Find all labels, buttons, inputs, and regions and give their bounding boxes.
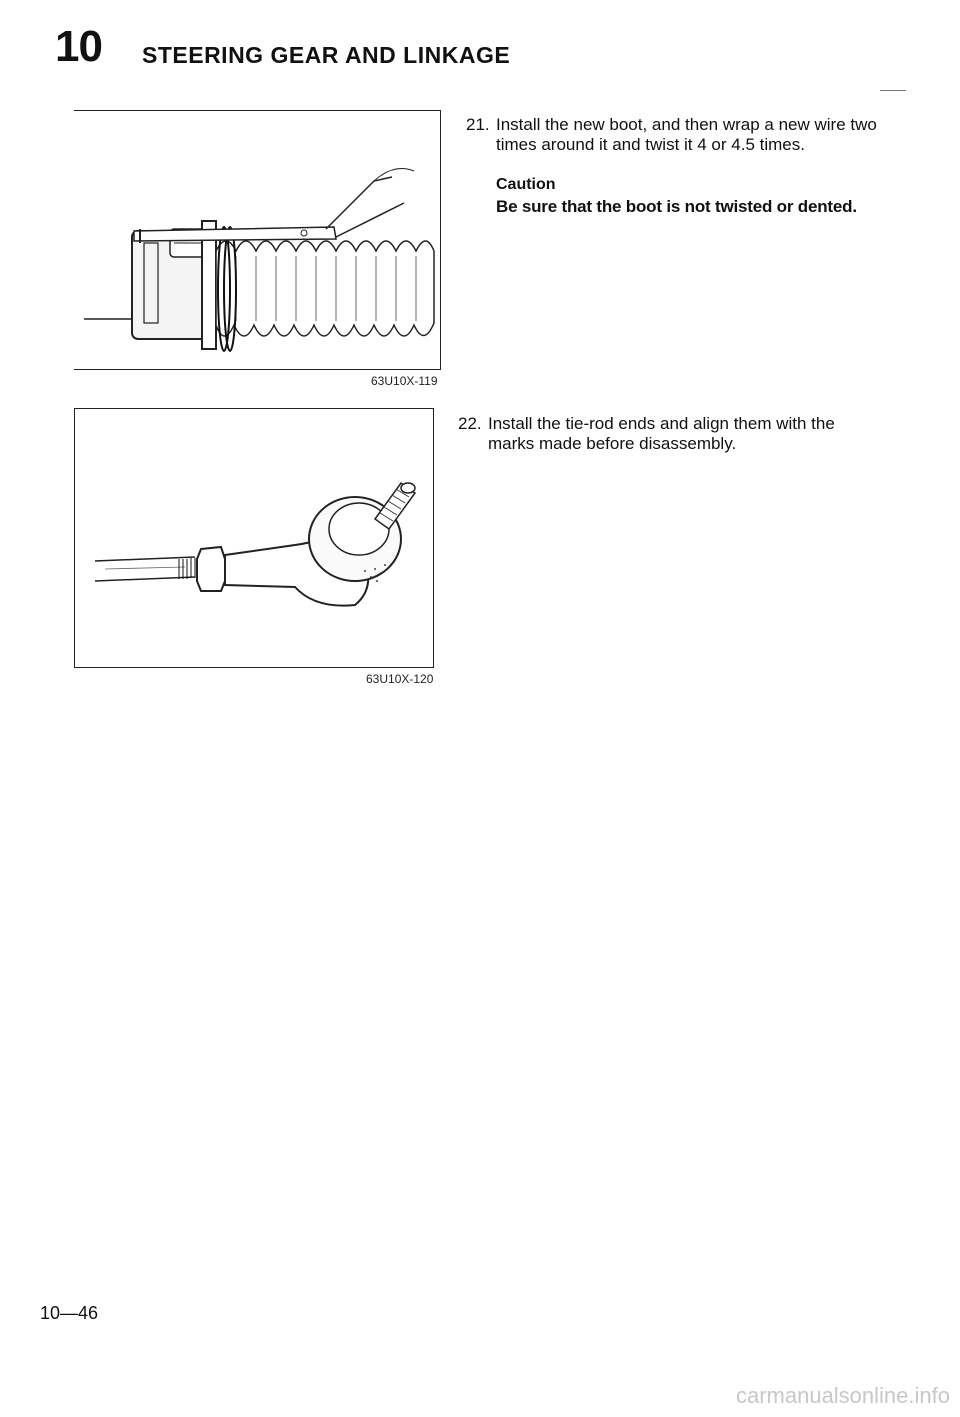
step-22 bbox=[458, 414, 906, 458]
step-number: 22. bbox=[458, 414, 482, 433]
figure-boot-wire bbox=[74, 110, 441, 370]
caution-title: Caution bbox=[496, 176, 556, 193]
figure-tie-rod-end bbox=[74, 408, 434, 668]
page-number: 10—46 bbox=[40, 1303, 99, 1323]
chapter-title: STEERING GEAR AND LINKAGE bbox=[142, 42, 511, 68]
figure-code: 63U10X-120 bbox=[366, 672, 434, 686]
step-21 bbox=[466, 115, 906, 159]
caution-text: Be sure that the boot is not twisted or dented. bbox=[496, 197, 857, 216]
step-text: Install the tie-rod ends and align them with the marks made before disassembly. bbox=[488, 414, 835, 453]
boot-wire-illustration-icon bbox=[74, 111, 440, 369]
figure-code: 63U10X-119 bbox=[371, 374, 438, 388]
step-text: Install the new boot, and then wrap a new wire two times around it and twist it 4 or 4.5 times. bbox=[496, 115, 877, 154]
header-rule bbox=[880, 90, 906, 91]
chapter-number: 10 bbox=[55, 22, 102, 71]
watermark: carmanualsonline.info bbox=[735, 1383, 950, 1408]
step-number: 21. bbox=[466, 115, 490, 134]
tie-rod-end-illustration-icon bbox=[75, 409, 433, 667]
